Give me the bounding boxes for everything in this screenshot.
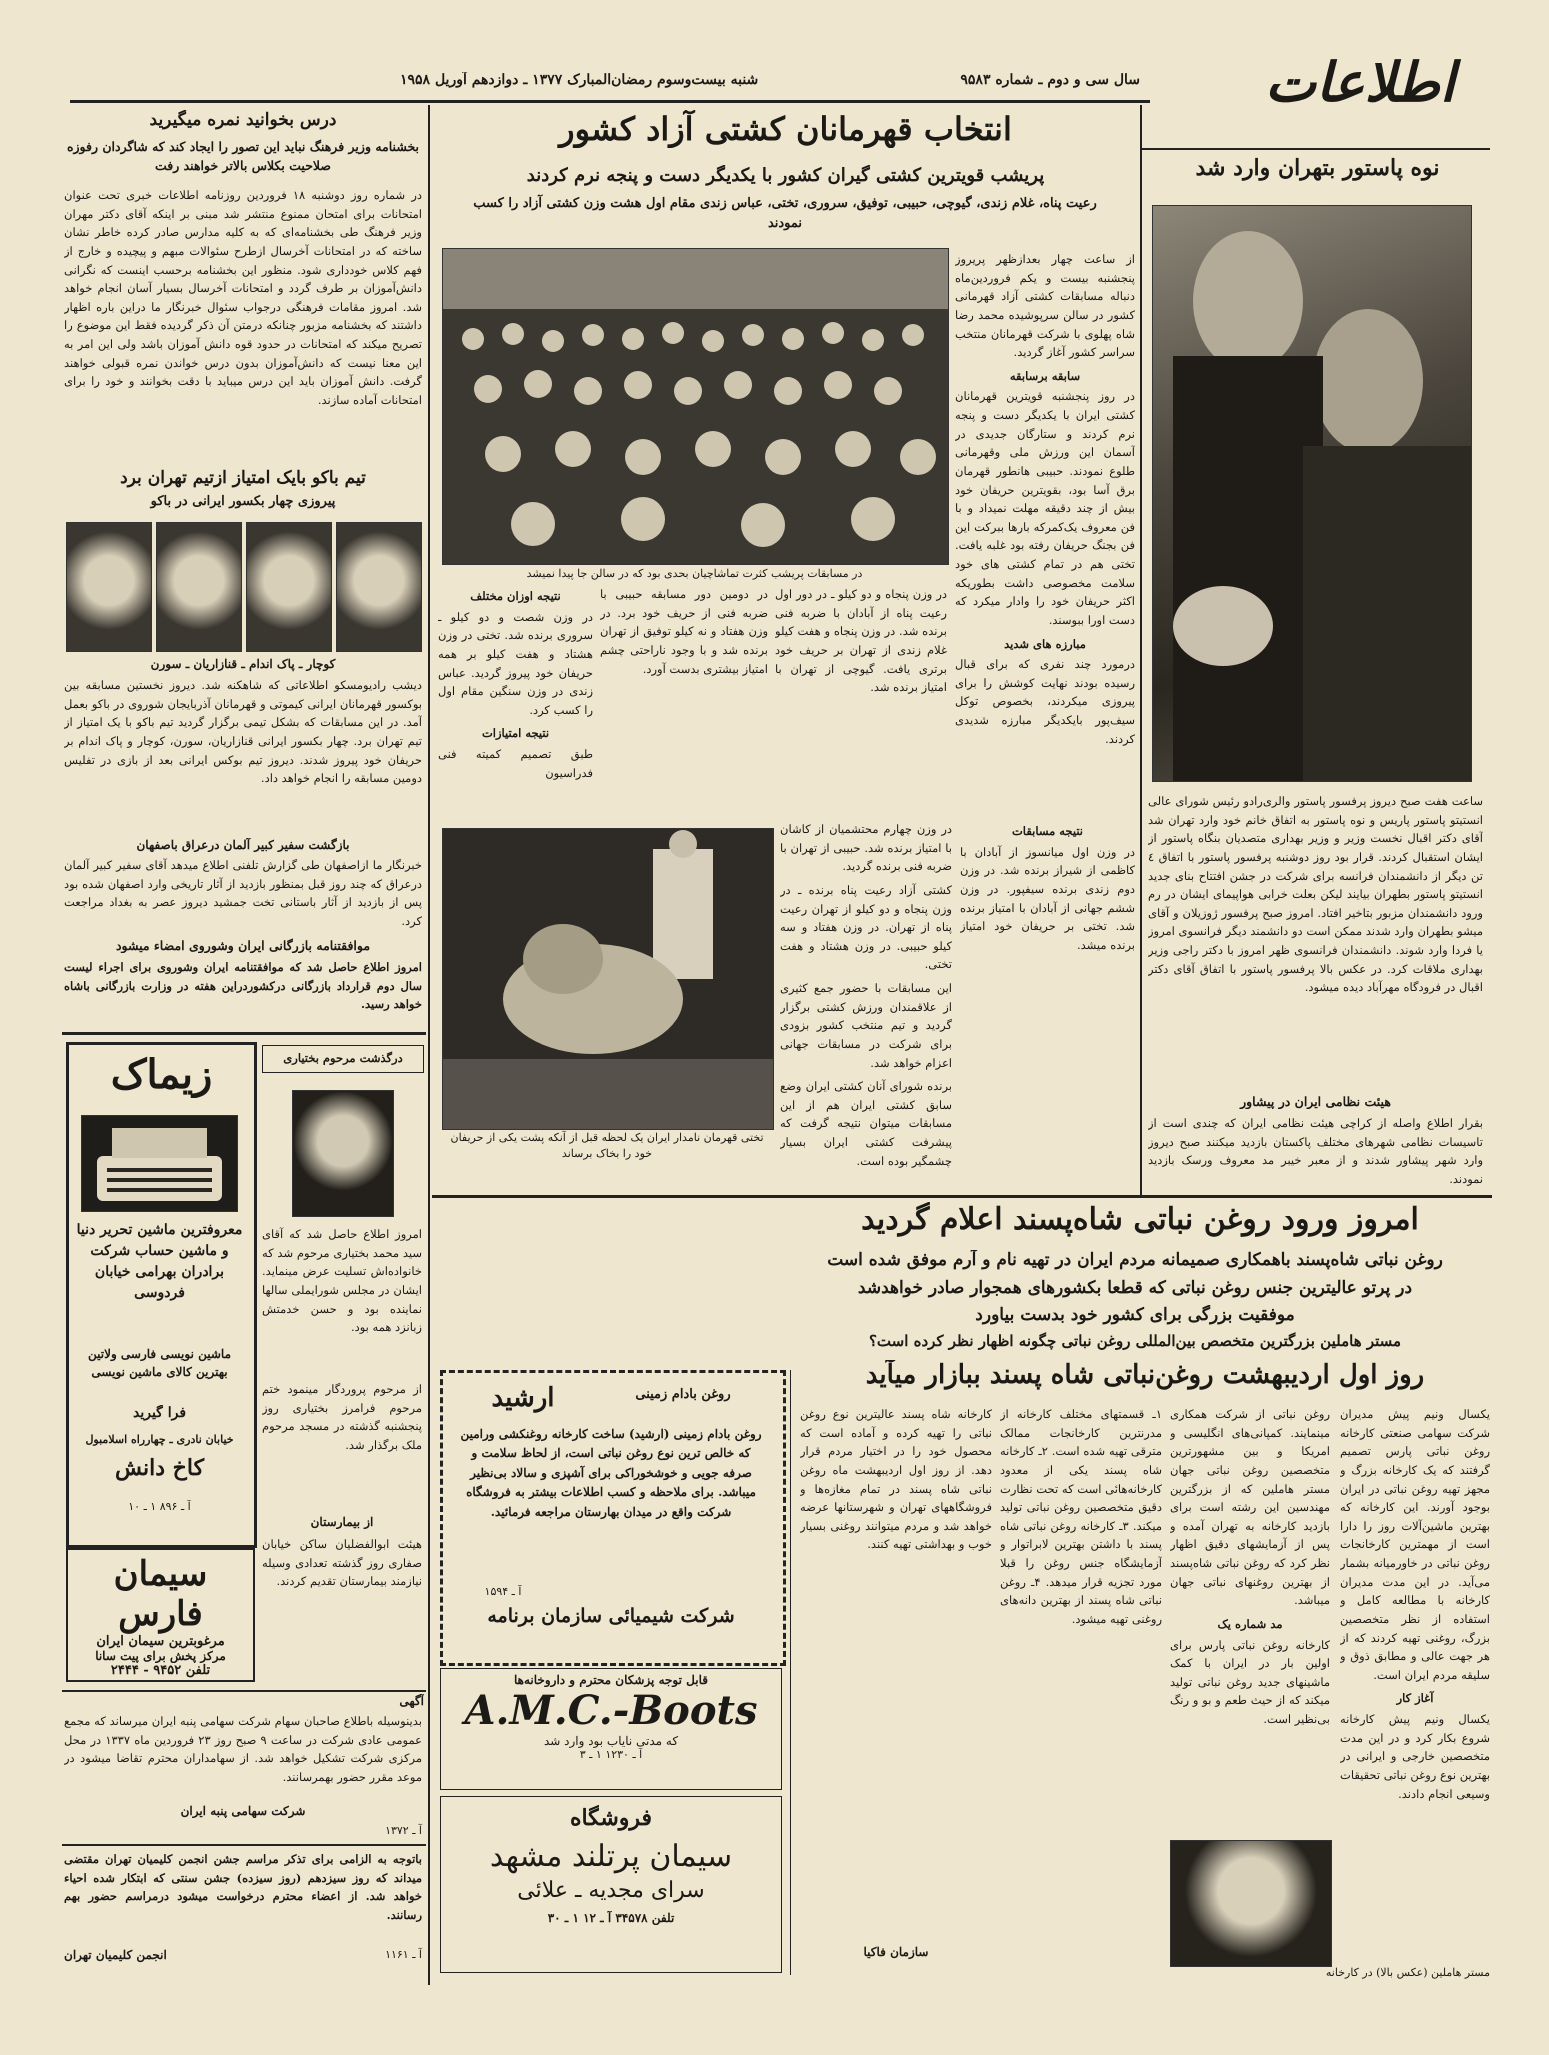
pasteur-photo-figures [1153, 206, 1471, 781]
margarine-deck-2: در پرتو عالیترین جنس روغن نباتی که قطعا بکشورهای همجوار صادر خواهدشد [857, 1278, 1413, 1298]
issue-line: سال سی و دوم ـ شماره ۹۵۸۳ [960, 72, 1140, 88]
zimak-brand: زیماک [110, 1051, 213, 1098]
boxer-photo [336, 522, 422, 652]
kalimian-sign: انجمن کلیمیان تهران [64, 1948, 167, 1962]
portland-address: سرای مجدیه ـ علائی [517, 1878, 705, 1903]
wrestling-col-d-text: این مسابقات با حضور جمع کثیری از علاقمندان ورزش کشتی برگزار گردید و تیم منتخب کشور بزودی برای شرکت در مسابقات جهانی اعزام خواهد شد. [780, 981, 952, 1070]
boxer-caption: کوچار ـ پاک اندام ـ قنازاریان ـ سورن [150, 657, 336, 671]
pasteur-headline: نوه پاستور بتهران وارد شد [1195, 155, 1440, 181]
obituary-body: امروز اطلاع حاصل شد که آقای سید محمد بختیاری مرحوم شد که خانواده‌اش تسلیت عرض مینماید. ایشان در مجلس شورایملی سالها نماینده بود و حسن خدمتش زبانزد همه بود. [262, 1227, 422, 1335]
margarine-col-4: کارخانه شاه پسند عالیترین نوع روغن نباتی را تهیه کرده و آماده است که محصول خود را در اختیار مردم قرار دهد. از روز اول اردیبهشت ماه روغن نباتی شاه پسند در تمام مغازه‌ها و فروشگاههای تهران و شهرستانها عرضه خواهد شد و مردم میتوانند روغنی بسیار خوب و بهداشتی تهیه کنند. [800, 1407, 992, 1552]
arshid-title: ارشید [491, 1383, 555, 1413]
section-rule [62, 1032, 426, 1035]
zimak-line3: فرا گیرید [132, 1405, 187, 1421]
margarine-col-2-text-2: کارخانه روغن نباتی پارس برای اولین بار در ایران با کمک ماشینهای جدید روغن نباتی تولید میکند که از حیث طعم و بو و رنگ بی‌نظیر است. [1170, 1637, 1330, 1726]
margarine-col-2-text: روغن نباتی از شرکت همکاری مینمایند. کمپانی‌های انگلیسی و امریکا و بین مشهورترین متخصصین روغن نباتی جهان مستر هاملین که از بزرگترین مهندسین این رشته است برای بازدید کارخانه به تهران آمده و پس از آزمایشهای دقیق اظهار نظر کرد که روغن نباتی شاه‌پسند از بهترین روغنهای نباتی جهان میباشد. [1170, 1407, 1330, 1608]
hospital-body: هیئت ابوالفضلیان ساکن خیابان صفاری روز گذشته تعدادی وسیله نیازمند بیمارستان تقدیم کردند. [262, 1537, 422, 1589]
arshid-body: روغن بادام زمینی (ارشید) ساخت کارخانه روغنکشی ورامین که خالص ترین نوع روغن نباتی است، از لحاظ سلامت و صرفه جویی و خوشخوراکی برای آشپزی و سالاد بی‌نظیر میباشد. برای ملاحظه و کسب اطلاعات بیشتر به فروشگاه شرکت واقع در میدان بهارستان مراجعه فرمائید. [460, 1427, 762, 1519]
pasteur-sub-body: بقرار اطلاع واصله از کراچی هیئت نظامی ایران که چندی است از تاسیسات نظامی شهرهای مختلف پاکستان بازدید میکنند صبح دیروز وارد شهر پیشاور شدند و از معبر خیبر مد معروف ورسک بازدید نمودند. [1148, 1116, 1483, 1186]
wrestling-headline: انتخاب قهرمانان کشتی آزاد کشور [559, 110, 1012, 148]
kalimian-code: آ ـ ۱۱۶۱ [385, 1948, 422, 1961]
notice-body: بدینوسیله باطلاع صاحبان سهام شرکت سهامی پنبه ایران میرساند که مجمع عمومی عادی شرکت در ساعت ۹ صبح روز ۲۳ فروردین ماه ۱۳۳۷ در محل مرکزی شرکت تشکیل خواهد شد. از سهامداران محترم تقاضا میشود در موعد مقرر حضور بهمرسانند. [64, 1714, 422, 1784]
column-rule [428, 105, 430, 1985]
zimak-ad [66, 1042, 257, 1548]
wrestling-col-b-text-2: در وزن چهارم محتشمیان از کاشان با امتیاز برنده شد. حبیبی از تهران با ضربه فنی برنده گردید. [780, 822, 952, 874]
margarine-headline-2: روز اول اردیبهشت روغن‌نباتی شاه پسند ببازار میآید [865, 1360, 1425, 1390]
wrestling-col-b [960, 820, 1135, 1190]
wrestling-col-c-subhead-2: نتیجه امتیازات [481, 726, 550, 741]
arshid-code: آ ـ ۱۵۹۴ [484, 1585, 522, 1598]
wrestling-col-b-text: در وزن اول میانسوز از آبادان با کاظمی از شیراز برنده شد. در وزن دوم زندی برنده سیفپور. در وزن ششم جهانی از آبادان با امتیاز برنده شد. تختی بر حریفان خود امتیاز برنده میشد. [960, 844, 1135, 952]
boxing-body: دیشب رادیومسکو اطلاعاتی که شاهکنه شد. دیروز نخستین مسابقه بین بوکسور قهرمانان ایرانی کیموتی و قهرمانان آذربایجان شوروی در باکو بعمل آمد. در این مسابقات که بشکل تیمی برگزار گردید تیم باکو با یک امتیاز از تیم تهران برد. چهار بکسور ایرانی قنازاریان، سورن، کوچار و پاک اندام بر حریفان خود پیروز شدند. دیروز تیم بوکس ایرانی بعد از بازی در تفلیس دومین مسابقه را انجام خواهد داد. [64, 678, 422, 786]
takhti-photo-caption: تختی قهرمان نامدار ایران یک لحظه قبل از آنکه پشت یکی از حریفان خود را بخاک برساند [450, 1131, 764, 1160]
zimak-tagline: معروفترین ماشین تحریر دنیا و ماشین حساب شرکت برادران بهرامی خیابان فردوسی [76, 1222, 243, 1301]
masthead-logo: اطلاعات [1265, 50, 1455, 114]
typewriter-image [81, 1115, 238, 1212]
crowd-photo-caption: در مسابقات پریشب کثرت تماشاچیان بحدی بود که در سالن جا پیدا نمیشد [526, 567, 863, 580]
wrestling-col-a-subhead-2: مبارزه های شدید [1004, 636, 1086, 651]
pasteur-subhead: هیئت نظامی ایران در پیشاور [1240, 1094, 1391, 1109]
boxing-subhead-2: بازگشت سفیر کبیر آلمان درعراق باصفهان [136, 838, 350, 852]
zimak-address: خیابان نادری ـ چهارراه اسلامبول [85, 1433, 234, 1446]
wrestling-col-c-text: کشتی آزاد رعیت پناه برنده ـ در وزن پنجاه و دو کیلو از تهران رعیت پناه از تهران. در وزن هفتاد و سه کیلو حبیبی. در وزن هشتاد و هفت تختی. [780, 882, 952, 972]
obituary-label: درگذشت مرحوم بختیاری [283, 1051, 403, 1065]
portland-phone: تلفن ۳۴۵۷۸ آ ـ ۱۲ ۱ ـ ۳۰ [547, 1911, 675, 1925]
wrestling-subhead: پریشب قویترین کشتی گیران کشور با یکدیگر دست و پنجه نرم کردند [526, 165, 1045, 186]
margarine-col-2 [1170, 1405, 1330, 1835]
cement-fars-ad [66, 1548, 255, 1682]
boxer-photo [246, 522, 332, 652]
boots-pre: قابل توجه پزشکان محترم و داروخانه‌ها [514, 1673, 708, 1687]
margarine-sign: سازمان فاکیا [863, 1945, 929, 1959]
wrestling-col-c-subhead: نتیجه اوزان مختلف [470, 589, 561, 603]
boxing-subhead: پیروزی چهار بکسور ایرانی در باکو [150, 494, 336, 509]
cement-fars-tagline: مرغوبترین سیمان ایران [96, 1634, 225, 1649]
wrestling-deck: رعیت پناه، غلام زندی، گیوچی، حبیبی، توفیق، سرورى، تختی، عباس زندی مقام اول هشت وزن کشتی آزاد را کسب نمودند [473, 196, 1097, 232]
portland-cement-ad [440, 1796, 782, 1973]
hospital-subhead: از بیمارستان [310, 1515, 374, 1529]
trade-subhead: موافقتنامه بازرگانی ایران وشوروی امضاء میشود [115, 938, 371, 953]
boxer-photos [66, 522, 420, 652]
takhti-photo [442, 828, 774, 1130]
notice-company: شرکت سهامی پنبه ایران [180, 1804, 306, 1818]
wrestling-col-b-2 [780, 820, 952, 1190]
wrestling-results-1: در وزن پنجاه و دو کیلو ـ در دور اول رعیت پناه از آبادان با ضربه فنی برنده شد. در وزن پنجاه و هفت کیلو غلام زندی از تهران بر حریف خود برتری یافت. گیوچی از تهران با امتیاز برنده شد. [775, 587, 947, 695]
cement-fars-title: سیمان فارس [113, 1554, 208, 1634]
exam-headline: درس بخوانید نمره میگیرید [149, 110, 337, 130]
wrestling-results-2: در دومین دور مسابقه حبیبی با ضربه فنی از حریف خود برد. در وزن هفتاد و نه کیلو توفیق از تهران برنده شد و با وجود ناراحتی چشم امتیاز بیشتری بدست آورد. [600, 587, 768, 676]
hamelin-photo [1170, 1840, 1332, 1967]
exam-lede: بخشنامه وزیر فرهنگ نباید این تصور را ایجاد کند که شاگردان رفوزه صلاحیت بکلاس بالاتر خواهند رفت [66, 139, 420, 173]
boxing-sub-body: خبرنگار ما ازاصفهان طی گزارش تلفنی اطلاع میدهد آقای سفیر کبیر آلمان درعراق که چند روز قبل بمنظور بازدید از آثار تاریخی وارد اصفهان شده بود پس از بازدید از آثار باستانی تخت جمشید دیروز عصر به بغداد مراجعت کرد. [64, 858, 422, 928]
wrestling-col-a-text: از ساعت چهار بعدازظهر پریروز پنجشنبه بیست و یکم فروردین‌ماه دنباله مسابقات کشتی آزاد قهرمانی کشور در سالن سرپوشیده محمد رضا شاه پهلوی با شرکت قهرمانان منتخب سراسر کشور آغاز گردید. [955, 252, 1135, 360]
margarine-deck-4: مستر هاملین بزرگترین متخصص بین‌المللی روغن نباتی چگونه اظهار نظر کرده است؟ [868, 1332, 1402, 1350]
wrestling-col-a-text-3: درمورد چند نفری که برای قبال رسیده بودند نهایت کوشش را برای پیروزی میکردند، بخصوص توکل سیف‌پور بایکدیگر مبارزه شدیدی کردند. [955, 657, 1135, 746]
wrestling-crowd-photo [442, 248, 949, 565]
notice-label: آگهی [399, 1694, 424, 1708]
margarine-col-3: ۱ـ قسمتهای مختلف کارخانه از مدرنترین کارخانجات ممالک مترقی تهیه شده است. ۲ـ کارخانه شاه پسند یکی از معدود کارخانه‌هائی است که تحت نظارت دقیق متخصصین روغن نباتی تولید میکند. ۳ـ کارخانه روغن نباتی شاه پسند با داشتن بهترین لابراتوار و آزمایشگاه جنس روغن را قبلا مورد تجزیه قرار میدهد. ۴ـ روغن نباتی شاه پسند از بهترین دانه‌های روغنی تهیه میشود. [1000, 1407, 1162, 1626]
wrestling-col-b-subhead: نتیجه مسابقات [1011, 824, 1083, 838]
obituary-portrait [292, 1090, 394, 1217]
section-rule [62, 1844, 426, 1846]
wrestling-results-3 [438, 585, 593, 815]
cement-fars-line: مرکز پخش برای پیت سانا [95, 1649, 226, 1663]
cement-fars-phone: تلفن ۹۴۵۲ - ۲۴۴۴ [110, 1663, 211, 1678]
masthead-rule-2 [1140, 148, 1490, 150]
typewriter-icon [82, 1116, 237, 1211]
boxing-headline: تیم باکو بایک امتیاز ازتیم تهران برد [120, 468, 366, 488]
arshid-subtitle: روغن بادام زمینی [635, 1387, 731, 1402]
zimak-line2: ماشین نویسی فارسی ولاتین بهترین کالای ماشین نویسی [88, 1347, 231, 1379]
trade-body: امروز اطلاع حاصل شد که موافقتنامه ایران وشوروی برای اجراء لیست سال دوم قرارداد بازرگانی درکشوردراین هفته در وزارت بازرگانی باشاه خواهد رسید. [64, 960, 422, 1012]
date-line: شنبه بیست‌وسوم رمضان‌المبارک ۱۳۷۷ ـ دوازدهم آوریل ۱۹۵۸ [400, 72, 759, 88]
portland-name: سیمان پرتلند مشهد [489, 1839, 733, 1874]
obituary-body-2: از مرحوم پروردگار مینمود ختم مرحوم فرامرز بختیاری روز پنجشنبه گذشته در مسجد مرحوم ملک برگذار شد. [262, 1382, 422, 1452]
zimak-code: آ ـ ۸۹۶ ۱ ـ ۱۰ [128, 1500, 191, 1513]
column-rule [790, 1370, 791, 1975]
obituary-label-box [262, 1045, 424, 1073]
arshid-oil-ad [440, 1370, 786, 1666]
arshid-company: شرکت شیمیائی سازمان برنامه [487, 1605, 735, 1627]
margarine-col-1-text: یکسال ونیم پیش مدیران شرکت سهامی صنعتی کارخانه روغن نباتی پارس تصمیم گرفتند که یک کارخانه بزرگ و مجهز تهیه روغن نباتی در ایران بوجود آورند. این کارخانه که بهترین ماشین‌آلات روز را دارا است از مهمترین کارخانجات روغن نباتی در خاورمیانه بشمار می‌آید. در این مدت مدیران کارخانه با مطالعه کامل و استفاده از نظر متخصصین بزرگ، روغنی تهیه کردند که از هر جهت عالی و مطابق ذوق و سلیقه مردم ایران است. [1340, 1407, 1490, 1682]
wrestling-col-a-subhead: سابقه برسابقه [1009, 368, 1081, 383]
section-rule [62, 1690, 426, 1692]
margarine-col-1 [1340, 1405, 1490, 1975]
boots-code: آ ـ ۱۲۳۰ ۱ ـ ۳ [579, 1748, 643, 1761]
boots-ad [440, 1668, 782, 1790]
takhti-photo-image [443, 829, 773, 1129]
boxer-photo [66, 522, 152, 652]
masthead-rule [70, 100, 1150, 103]
margarine-deck-1: روغن نباتی شاه‌پسند باهمکاری صمیمانه مردم ایران در تهیه نام و آرم موفق شده است [827, 1250, 1443, 1270]
portland-store: فروشگاه [569, 1805, 653, 1831]
pasteur-photo [1152, 205, 1472, 782]
zimak-shop: کاخ دانش [114, 1455, 205, 1481]
boots-brand: A.M.C.-Boots [464, 1687, 758, 1734]
crowd-photo-image [443, 249, 948, 564]
margarine-col-2-subhead: مد شماره یک [1217, 1616, 1283, 1631]
pasteur-body: ساعت هفت صبح دیروز پرفسور پاستور والری‌رادو رئیس شورای عالی انستیتو پاستور پاریس و نوه پاستور به اتفاق خانم خود وارد تهران شد آقای دکتر اقبال نخست وزیر و وزیر بهداری متصدیان بنگاه پاستور از ایشان استقبال کردند. قرار بود روز دوشنبه پرفسور پاستور با اتفاق ٤ تن دیگر از دانشمندان فرانسه برای شرکت در جشن افتتاح بنای جدید انستیتو پاستور بطهران بیایند لیکن بعلت خرابی هواپیمای ایشان در رم ورود دانشمندان مزبور بتاخیر افتاد. امروز صبح پرفسور ژوزیلان و آقای میشو بطهران وارد شدند ممکن است دو دانشمند دیگر فرانسوی امروز یا فردا وارد شوند. دانشمندان فرانسوی ظهر امروز با دکتر راجی وزیر بهداری ملاقات کرد. در عکس بالا پرفسور پاستور با اتفاق آقای دکتر اقبال در فرودگاه مهرآباد دیده میشود. [1148, 794, 1483, 995]
notice-code: آ ـ ۱۳۷۲ [385, 1824, 422, 1837]
kalimian-body: باتوجه به الزامی برای تذکر مراسم جشن انجمن کلیمیان تهران مقتضی میداند که روز سیزدهم (روز سیزده) جشن سنتی که ابتکار شده احیاء خواهد شد. از اعضاء محترم درخواست میشود درمراسم حضور بهم رسانند. [64, 1852, 422, 1922]
wrestling-col-c-text-2: طبق تصمیم کمیته فنی فدراسیون [438, 747, 593, 780]
margarine-headline: امروز ورود روغن نباتی شاه‌پسند اعلام گردید [861, 1202, 1419, 1237]
boots-line: که مدتی نایاب بود وارد شد [543, 1734, 679, 1748]
margarine-col-1-subhead: آغاز کار [1396, 1691, 1434, 1706]
wrestling-results-3-text: در وزن شصت و دو کیلو ـ سروری برنده شد. تختی در وزن هشتاد و هفت کیلو بر همه حریفان خود پیروز گردید. عباس زندی در وزن سنگین مقام اول را کسب کرد. [438, 609, 593, 717]
section-rule [432, 1195, 1492, 1198]
margarine-caption: مستر هاملین (عکس بالا) در کارخانه [1325, 1966, 1490, 1979]
exam-body: در شماره روز دوشنبه ۱۸ فروردین روزنامه اطلاعات خبری تحت عنوان امتحانات برای امتحان ممنوع منتشر شد مبنی بر اینکه آقای دکتر مهران وزیر فرهنگ طی بخشنامه‌ای که به کلیه مدارس صادر کرده خاطر نشان ساخته که در امتحانات آخرسال ازطرح سئوالات مبهم و پیچیده و خارج از فهم کلاس خودداری شود. منظور این بخشنامه برحسب اینست که نگرانی دانش‌آموزان بر طرف گردد و امتحانات آخرسال بسیار آسان انجام خواهد شد. امروز مقامات فرهنگی درجواب سئوال خبرنگار ما دراین باره اظهار داشتند که بخشنامه مزبور چنانکه درمتن آن ذکر گردیده فقط این موضوع را تصریح میکند که امتحانات در حدود قوه دانش آموزان باشد ولی این امر به این معنا نیست که دانش‌آموزان بدون درس خواندن نمره قبولی خواهند گرفت. دانش آموزان باید این درس میباید با دقت بخوانند و خود را برای امتحانات آماده سازند. [64, 188, 422, 407]
boxer-photo [156, 522, 242, 652]
wrestling-col-e-text: برنده شورای آنان کشتی ایران وضع سابق کشتی ایران هم از این مسابقات میتوان نتیجه گرفت که پیشرفت کشتی ایران بسیار چشمگیر بوده است. [780, 1079, 952, 1168]
column-rule [1140, 105, 1142, 1195]
margarine-deck-3: موفقیت بزرگی برای کشور خود بدست بیاورد [975, 1305, 1295, 1325]
margarine-col-1-text-2: یکسال ونیم پیش کارخانه شروع بکار کرد و در این مدت متخصصین خارجی و ایرانی در بهترین نوع روغن نباتی تحقیقات وسیعی انجام دادند. [1340, 1712, 1490, 1801]
wrestling-col-a [955, 250, 1135, 810]
wrestling-col-a-text-2: در روز پنجشنبه قویترین قهرمانان کشتی ایران با یکدیگر دست و پنجه نرم کردند و ستارگان جدیدی در آسمان این ورزش ملی وقهرمانی طلوع نمودند. حبیبی هانطور قهرمان برق آسا بود، بقویترین حریفان خود بیش از چند دقیقه مهلت نمیداد و با فن معروف یک‌کمرکه بارها ببرکت این فن بجنگ حریفان رفته بود غلبه یافت. تختی هم در تمام کشتی های خود سلامت مخصوصی داشت بطوریکه اکثر حریفان خود را وادار میکرد که دست اورا ببوسند. [955, 389, 1135, 627]
